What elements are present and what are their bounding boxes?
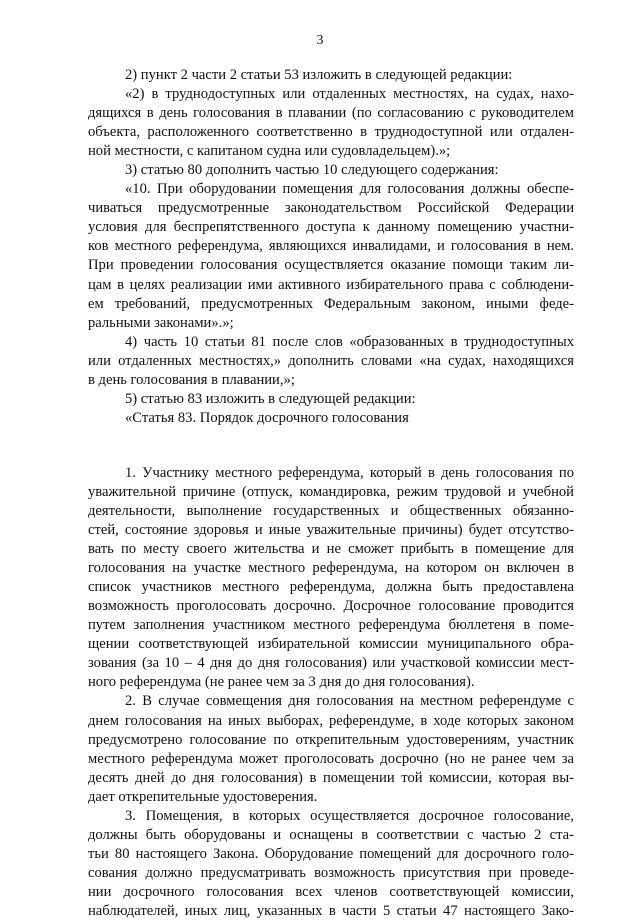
text-line: «10. При оборудовании помещения для голосования должны обеспе- xyxy=(125,181,574,198)
text-line: «2) в труднодоступных или отдаленных местностях, на судах, нахо- xyxy=(125,86,574,103)
text-line: 1. Участнику местного референдума, который в день голосования по xyxy=(125,464,574,481)
text-line: десять дней до дня голосования) в помещении той комиссии, которая вы- xyxy=(88,769,574,786)
text-line: ного референдума (не ранее чем за 3 дня до дня голосования). xyxy=(88,674,475,691)
text-line: наблюдателей, иных лиц, указанных в части 5 статьи 47 настоящего Зако- xyxy=(88,902,574,919)
text-line: возможность проголосовать досрочно. Досрочное голосование проводится xyxy=(88,598,574,615)
text-line: цам в целях реализации ими активного избирательного права с соблюдени- xyxy=(88,276,574,293)
text-line: 4) часть 10 статьи 81 после слов «образованных в труднодоступных xyxy=(125,333,574,350)
text-line: голосования на участке местного референдума, на котором он включен в xyxy=(88,560,574,577)
text-line: зования (за 10 – 4 дня до дня голосования) или участковой комиссии мест- xyxy=(88,655,574,672)
text-line: «Статья 83. Порядок досрочного голосования xyxy=(125,409,409,426)
text-line: предусмотрено голосование по открепительным удостоверениям, участник xyxy=(88,731,574,748)
document-body xyxy=(88,66,574,921)
text-line: в день голосования в плавании,»; xyxy=(88,371,295,388)
paragraph-gap xyxy=(88,428,574,464)
text-line: ральными законами».»; xyxy=(88,314,234,331)
text-line: сования должно предусматривать возможность присутствия при проведе- xyxy=(88,864,574,881)
text-line: 3) статью 80 дополнить частью 10 следующего содержания: xyxy=(125,162,499,179)
text-line: При проведении голосования осуществляется оказание помощи таким ли- xyxy=(88,257,574,274)
text-line: щении соответствующей избирательной комиссии муниципального обра- xyxy=(88,636,574,653)
text-line: 3. Помещения, в которых осуществляется досрочное голосование, xyxy=(125,807,574,824)
text-line: 5) статью 83 изложить в следующей редакции: xyxy=(125,390,416,407)
text-line: местного референдума может проголосовать досрочно (но не ранее чем за xyxy=(88,750,574,767)
text-line: чиваться предусмотренные законодательством Российской Федерации xyxy=(88,200,574,217)
text-line: ной местности, с капитаном судна или судовладельцем).»; xyxy=(88,143,451,160)
text-line: условия для беспрепятственного доступа к данному помещению участни- xyxy=(88,219,574,236)
text-line: или отдаленных местностях,» дополнить словами «на судах, находящихся xyxy=(88,352,574,369)
text-line: путем заполнения участником местного референдума бюллетеня в поме- xyxy=(88,617,574,634)
text-line: вать по месту своего жительства и не сможет прибыть в помещение для xyxy=(88,541,574,558)
text-line: 2. В случае совмещения дня голосования на местном референдуме с xyxy=(125,693,574,710)
text-line: днем голосования на иных выборах, референдуме, в ходе которых законом xyxy=(88,712,574,729)
text-line: должны быть оборудованы и оснащены в соответствии с частью 2 ста- xyxy=(88,826,574,843)
text-line: нии досрочного голосования всех членов соответствующей комиссии, xyxy=(88,883,574,900)
text-line: деятельности, выполнение государственных и общественных обязанно- xyxy=(88,502,574,519)
text-line: стей, состояние здоровья и иные уважительные причины) будет отсутство- xyxy=(88,522,574,539)
text-line: 2) пункт 2 части 2 статьи 53 изложить в следующей редакции: xyxy=(125,67,513,83)
text-line: список участников местного референдума, должна быть предоставлена xyxy=(88,579,574,596)
text-line: дящихся в день голосования в плавании (по согласованию с руководителем xyxy=(88,105,574,122)
text-line: ем требований, предусмотренных Федеральным законом, иными феде- xyxy=(88,295,574,312)
text-line: ков местного референдума, являющихся инвалидами, и голосования в нем. xyxy=(88,238,574,255)
text-line: уважительной причине (отпуск, командировка, режим трудовой и учебной xyxy=(88,483,574,500)
text-line: объекта, расположенного соответственно в труднодоступной или отдален- xyxy=(88,124,574,141)
text-line: дает открепительные удостоверения. xyxy=(88,788,318,805)
page-number: 3 xyxy=(316,33,324,48)
text-line: тьи 80 настоящего Закона. Оборудование помещений для досрочного голо- xyxy=(88,845,574,862)
